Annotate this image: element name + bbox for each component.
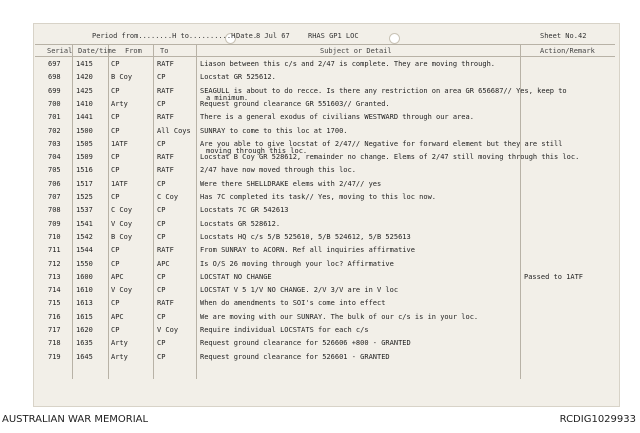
subject-cell: Locstats GR 528612. bbox=[200, 219, 281, 228]
from-cell: CP bbox=[111, 326, 120, 334]
subject-cell: 2/47 have now moved through this loc. bbox=[200, 166, 356, 175]
to-cell: CP bbox=[157, 312, 166, 321]
from-cell: CP bbox=[111, 60, 120, 68]
serial-cell: 714 bbox=[48, 286, 61, 295]
time-cell: 1500 bbox=[76, 126, 93, 135]
to-cell: CP bbox=[157, 99, 166, 108]
column-header-datetime: Date/time bbox=[78, 47, 116, 55]
serial-cell: 706 bbox=[48, 179, 61, 188]
from-cell: CP bbox=[111, 86, 120, 95]
to-cell: CP bbox=[157, 206, 166, 215]
serial-cell: 710 bbox=[48, 232, 61, 241]
time-cell: 1635 bbox=[76, 339, 93, 348]
from-cell: B Coy bbox=[111, 73, 133, 82]
time-cell: 1541 bbox=[76, 219, 93, 228]
from-cell: CP bbox=[111, 193, 120, 201]
subject-cell: Locstat B Coy GR 528612, remainder no change. Elems of 2/47 still moving through this loc. bbox=[200, 153, 580, 162]
serial-cell: 709 bbox=[48, 219, 61, 228]
column-header-action: Action/Remark bbox=[540, 47, 595, 55]
table-row bbox=[0, 339, 640, 350]
time-cell: 1550 bbox=[76, 259, 93, 268]
serial-cell: 697 bbox=[48, 60, 61, 68]
table-row bbox=[0, 100, 640, 111]
subject-cell-continued: a minimum. bbox=[206, 93, 249, 102]
from-cell: CP bbox=[111, 113, 120, 122]
table-row bbox=[0, 286, 640, 297]
subject-cell: Locstat GR 525612. bbox=[200, 73, 276, 82]
serial-cell: 717 bbox=[48, 326, 61, 334]
table-row bbox=[0, 313, 640, 324]
serial-cell: 716 bbox=[48, 312, 61, 321]
from-cell: CP bbox=[111, 299, 120, 308]
to-cell: RATF bbox=[157, 153, 174, 162]
subject-cell: Locstats 7C GR 542613 bbox=[200, 206, 289, 215]
serial-cell: 707 bbox=[48, 193, 61, 201]
subject-cell: SEAGULL is about to do recce. Is there any restriction on area GR 656687// Yes, keep to bbox=[200, 86, 567, 95]
table-row bbox=[0, 153, 640, 164]
subject-cell: LOCSTAT V 5 1/V NO CHANGE. 2/V 3/V are in V loc bbox=[200, 286, 399, 295]
from-cell: CP bbox=[111, 153, 120, 162]
serial-cell: 699 bbox=[48, 86, 61, 95]
time-cell: 1505 bbox=[76, 139, 93, 148]
table-row bbox=[0, 220, 640, 231]
subject-cell: We are moving with our SUNRAY. The bulk of our c/s is in your loc. bbox=[200, 312, 479, 321]
serial-cell: 702 bbox=[48, 126, 61, 135]
table-row bbox=[0, 193, 640, 204]
subject-cell: LOCSTAT NO CHANGE bbox=[200, 272, 272, 281]
subject-cell: Is O/S 26 moving through your loc? Affirmative bbox=[200, 259, 394, 268]
from-cell: Arty bbox=[111, 352, 128, 361]
subject-cell: Require individual LOCSTATS for each c/s bbox=[200, 326, 369, 334]
time-cell: 1517 bbox=[76, 179, 93, 188]
to-cell: CP bbox=[157, 73, 166, 82]
table-row bbox=[0, 113, 640, 124]
subject-cell: Request ground clearance GR 551603// Granted. bbox=[200, 99, 390, 108]
column-header-from: From bbox=[125, 47, 142, 55]
time-cell: 1415 bbox=[76, 60, 93, 68]
serial-cell: 698 bbox=[48, 73, 61, 82]
to-cell: CP bbox=[157, 272, 166, 281]
column-header-serial: Serial bbox=[47, 47, 73, 55]
to-cell: RATF bbox=[157, 86, 174, 95]
subject-cell: When do amendments to SOI's come into effect bbox=[200, 299, 386, 308]
subject-cell: There is a general exodus of civilians WESTWARD through our area. bbox=[200, 113, 474, 122]
serial-cell: 718 bbox=[48, 339, 61, 348]
from-cell: CP bbox=[111, 259, 120, 268]
punch-hole-right bbox=[389, 33, 400, 44]
from-cell: V Coy bbox=[111, 219, 133, 228]
subject-cell: Locstats HQ c/s 5/B 525610, 5/B 524612, 5/B 525613 bbox=[200, 232, 411, 241]
subject-cell-continued: moving through this loc. bbox=[206, 146, 308, 155]
table-row bbox=[0, 326, 640, 337]
table-row bbox=[0, 86, 640, 102]
to-cell: CP bbox=[157, 232, 166, 241]
subject-cell: Has 7C completed its task// Yes, moving to this loc now. bbox=[200, 193, 437, 201]
subject-cell: Liason between this c/s and 2/47 is complete. They are moving through. bbox=[200, 60, 496, 68]
subject-cell: From SUNRAY to ACORN. Ref all inquiries affirmative bbox=[200, 246, 415, 255]
subject-cell: Were there SHELLDRAKE elems with 2/47// yes bbox=[200, 179, 382, 188]
table-row bbox=[0, 60, 640, 71]
column-header-to: To bbox=[160, 47, 169, 55]
table-row bbox=[0, 139, 640, 155]
to-cell: All Coys bbox=[157, 126, 191, 135]
table-row bbox=[0, 180, 640, 191]
time-cell: 1509 bbox=[76, 153, 93, 162]
table-top-rule bbox=[35, 44, 615, 45]
subject-cell: SUNRAY to come to this loc at 1700. bbox=[200, 126, 348, 135]
serial-cell: 708 bbox=[48, 206, 61, 215]
table-row bbox=[0, 233, 640, 244]
serial-cell: 701 bbox=[48, 113, 61, 122]
time-cell: 1525 bbox=[76, 193, 93, 201]
from-cell: CP bbox=[111, 126, 120, 135]
subject-cell: Request ground clearance for 526601 - GRANTED bbox=[200, 352, 390, 361]
time-cell: 1425 bbox=[76, 86, 93, 95]
table-row bbox=[0, 299, 640, 310]
to-cell: RATF bbox=[157, 299, 174, 308]
table-row bbox=[0, 166, 640, 177]
time-cell: 1542 bbox=[76, 232, 93, 241]
action-cell: Passed to 1ATF bbox=[524, 272, 584, 281]
time-cell: 1516 bbox=[76, 166, 93, 175]
to-cell: RATF bbox=[157, 166, 174, 175]
period-label: Period from........H to..........H bbox=[92, 32, 236, 40]
serial-cell: 703 bbox=[48, 139, 61, 148]
to-cell: RATF bbox=[157, 113, 174, 122]
time-cell: 1610 bbox=[76, 286, 93, 295]
time-cell: 1615 bbox=[76, 312, 93, 321]
time-cell: 1620 bbox=[76, 326, 93, 334]
time-cell: 1537 bbox=[76, 206, 93, 215]
time-cell: 1410 bbox=[76, 99, 93, 108]
serial-cell: 712 bbox=[48, 259, 61, 268]
from-cell: APC bbox=[111, 272, 124, 281]
from-cell: Arty bbox=[111, 339, 128, 348]
time-cell: 1420 bbox=[76, 73, 93, 82]
subject-cell: Are you able to give locstat of 2/47// Negative for forward element but they are still bbox=[200, 139, 563, 148]
sheet-number: 42 bbox=[578, 32, 587, 40]
table-row bbox=[0, 206, 640, 217]
to-cell: CP bbox=[157, 352, 166, 361]
table-row bbox=[0, 246, 640, 257]
to-cell: RATF bbox=[157, 246, 174, 255]
to-cell: CP bbox=[157, 179, 166, 188]
table-row bbox=[0, 273, 640, 284]
to-cell: CP bbox=[157, 339, 166, 348]
table-row bbox=[0, 73, 640, 84]
unit-name: RHAS GP1 LOC bbox=[308, 32, 359, 40]
time-cell: 1613 bbox=[76, 299, 93, 308]
from-cell: Arty bbox=[111, 99, 128, 108]
to-cell: APC bbox=[157, 259, 170, 268]
table-row bbox=[0, 260, 640, 271]
time-cell: 1544 bbox=[76, 246, 93, 255]
subject-cell: Request ground clearance for 526606 +800 - GRANTED bbox=[200, 339, 411, 348]
table-row bbox=[0, 127, 640, 138]
to-cell: C Coy bbox=[157, 193, 179, 201]
time-cell: 1600 bbox=[76, 272, 93, 281]
serial-cell: 705 bbox=[48, 166, 61, 175]
serial-cell: 719 bbox=[48, 352, 61, 361]
sheet-label: Sheet No. bbox=[540, 32, 578, 40]
column-header-subject: Subject or Detail bbox=[320, 47, 392, 55]
serial-cell: 700 bbox=[48, 99, 61, 108]
serial-cell: 713 bbox=[48, 272, 61, 281]
time-cell: 1441 bbox=[76, 113, 93, 122]
date-label: Date. bbox=[236, 32, 258, 40]
from-cell: 1ATF bbox=[111, 139, 128, 148]
serial-cell: 704 bbox=[48, 153, 61, 162]
from-cell: APC bbox=[111, 312, 124, 321]
serial-cell: 711 bbox=[48, 246, 61, 255]
serial-cell: 715 bbox=[48, 299, 61, 308]
from-cell: B Coy bbox=[111, 232, 133, 241]
from-cell: CP bbox=[111, 166, 120, 175]
to-cell: RATF bbox=[157, 60, 174, 68]
from-cell: CP bbox=[111, 246, 120, 255]
to-cell: CP bbox=[157, 139, 166, 148]
from-cell: 1ATF bbox=[111, 179, 128, 188]
date-value: 8 Jul 67 bbox=[256, 32, 290, 40]
to-cell: V Coy bbox=[157, 326, 179, 334]
table-header-rule bbox=[35, 56, 615, 57]
from-cell: V Coy bbox=[111, 286, 133, 295]
footer-institution: AUSTRALIAN WAR MEMORIAL bbox=[2, 414, 149, 425]
time-cell: 1645 bbox=[76, 352, 93, 361]
footer-record-id: RCDIG1029933 bbox=[559, 414, 636, 425]
table-row bbox=[0, 353, 640, 364]
to-cell: CP bbox=[157, 219, 166, 228]
to-cell: CP bbox=[157, 286, 166, 295]
from-cell: C Coy bbox=[111, 206, 133, 215]
